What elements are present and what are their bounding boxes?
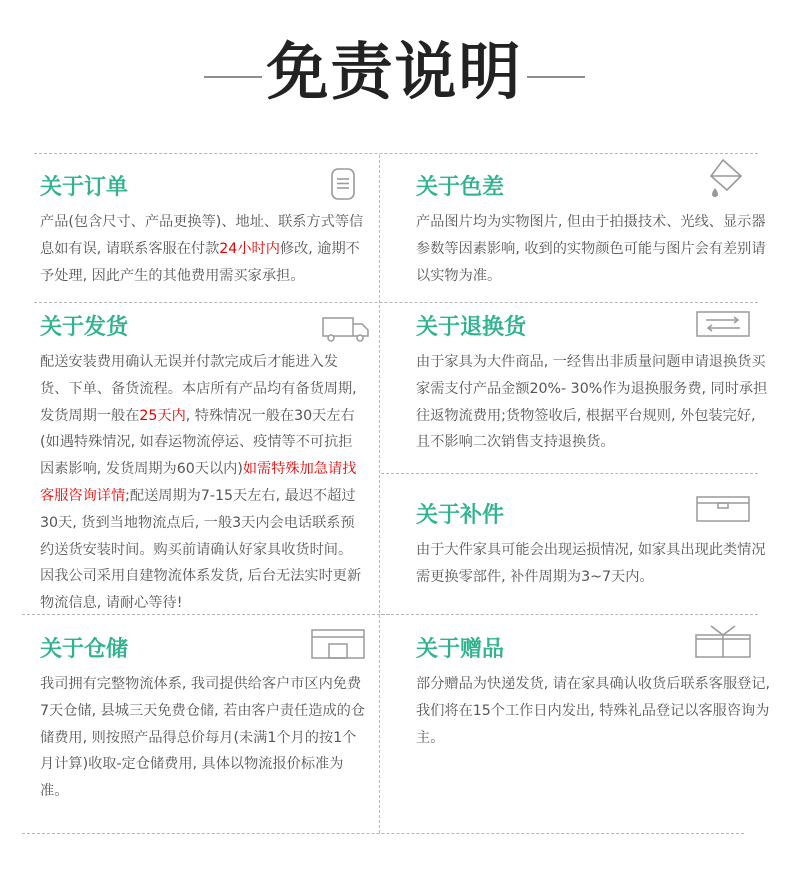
section-parts-body <box>416 537 772 591</box>
gift-box-icon <box>694 623 752 659</box>
section-order-highlight: 24小时内 <box>219 240 280 257</box>
grid-divider-bottom <box>22 833 744 834</box>
section-shipping-highlight-1: 25天内 <box>139 407 186 424</box>
title-left-rule <box>204 76 262 78</box>
grid-divider-top <box>34 153 758 154</box>
grid-divider-center <box>379 155 380 833</box>
section-order <box>40 173 366 289</box>
section-gifts-heading: 关于赠品 <box>416 637 505 662</box>
section-parts-text: 由于大件家具可能会出现运损情况, 如家具出现此类情况需更换零部件, 补件周期为3~7天内。 <box>416 542 766 585</box>
section-shipping-highlight-2: 如需特殊加急请找客服咨询详情 <box>40 461 357 504</box>
section-color-diff-text: 产品图片均为实物图片, 但由于拍摄技术、光线、显示器参数等因素影响, 收到的实物颜色可能与图片会有差别请以实物为准。 <box>416 214 766 284</box>
grid-divider-right-mid <box>381 473 758 474</box>
parts-box-icon <box>696 496 750 522</box>
section-gifts-body <box>416 671 772 751</box>
section-order-heading: 关于订单 <box>40 175 129 200</box>
grid-divider-right-row3 <box>381 614 758 615</box>
section-shipping-heading: 关于发货 <box>40 315 129 340</box>
section-shipping-text-2: , 特殊情况一般在30天左右(如遇特殊情况, 如春运物流停运、疫情等不可抗拒因素影响, 发货周期为60天以内) <box>40 407 355 478</box>
document-icon <box>331 168 355 200</box>
section-returns-text: 由于家具为大件商品, 一经售出非质量问题申请退换货买家需支付产品金额20%- 30%作为退换服务费, 同时承担往返物流费用;货物签收后, 根据平台规则, 外包装完好, 且不影响二次销售支持退换货。 <box>416 354 768 451</box>
paint-bucket-icon <box>703 158 745 200</box>
page-title: 免责说明 <box>266 35 523 108</box>
section-color-diff-body <box>416 209 772 289</box>
section-storage-body <box>40 671 370 805</box>
section-storage <box>40 635 370 805</box>
section-shipping-text-1: 配送安装费用确认无误并付款完成后才能进入发货、下单、备货流程。本店所有产品均有备货周期, 发货周期一般在 <box>40 354 357 424</box>
section-parts-heading: 关于补件 <box>416 503 505 528</box>
section-color-diff-heading: 关于色差 <box>416 175 505 200</box>
warehouse-icon <box>311 629 365 659</box>
section-shipping <box>40 313 366 617</box>
section-storage-heading: 关于仓储 <box>40 637 129 662</box>
exchange-arrows-icon <box>696 311 750 337</box>
section-order-body <box>40 209 366 289</box>
section-returns-body <box>416 349 772 456</box>
truck-icon <box>322 316 370 342</box>
section-returns-heading: 关于退换货 <box>416 315 527 340</box>
section-order-text-2: 修改, 逾期不予处理, 因此产生的其他费用需买家承担。 <box>40 240 360 284</box>
section-storage-text: 我司拥有完整物流体系, 我司提供给客户市区内免费7天仓储, 县城三天免费仓储, 若由客户责任造成的仓储费用, 则按照产品得总价每月(未满1个月的按1个月计算)收取-定仓储费用, 具体以物流报价标准为准。 <box>40 676 366 800</box>
section-gifts-text: 部分赠品为快递发货, 请在家具确认收货后联系客服登记, 我们将在15个工作日内发出, 特殊礼品登记以客服咨询为主。 <box>416 676 771 746</box>
section-shipping-body <box>40 349 366 617</box>
title-right-rule <box>527 76 585 78</box>
grid-divider-row1 <box>34 302 758 303</box>
section-order-text-1: 产品(包含尺寸、产品更换等)、地址、联系方式等信息如有误, 请联系客服在付款 <box>40 214 364 257</box>
section-shipping-text-3: ;配送周期为7-15天左右, 最迟不超过30天, 货到当地物流点后, 一般3天内会电话联系预约送货安装时间。购买前请确认好家具收货时间。因我公司采用自建物流体系发货, 后台无法实时更新物流信息, 请耐心等待! <box>40 487 362 612</box>
